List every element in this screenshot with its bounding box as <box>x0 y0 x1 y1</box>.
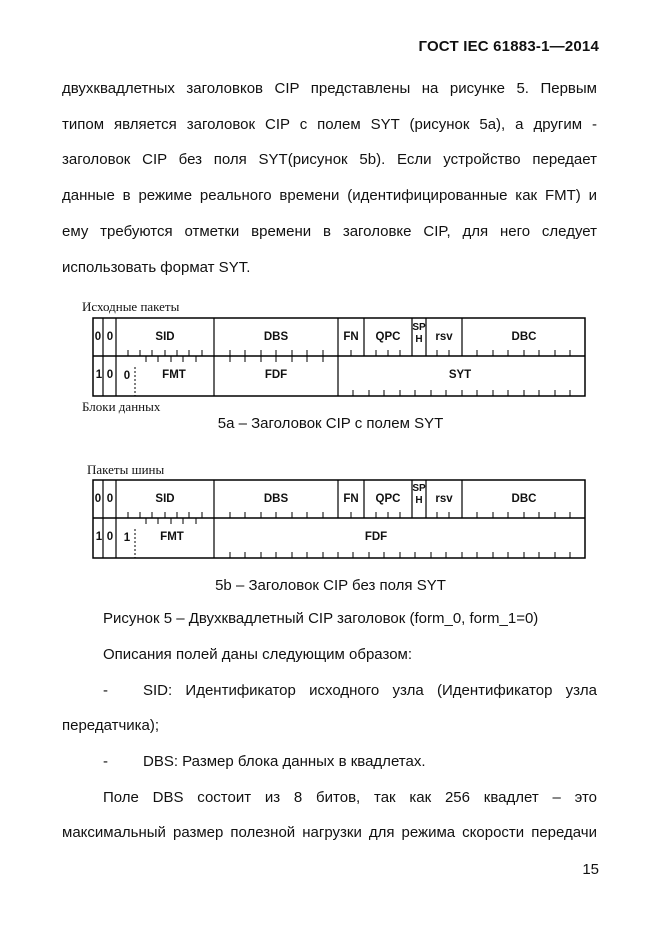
paragraph-line: заголовок CIP без поля SYT(рисунок 5b). Если устройство передает <box>62 151 597 168</box>
field-sph-label-bottom: H <box>415 334 423 345</box>
field-bit-label: 0 <box>106 531 114 543</box>
field-fn-label: FN <box>343 331 359 343</box>
field-qpc-label: QPC <box>375 493 401 505</box>
field-bit-label: 0 <box>106 493 114 505</box>
list-item-dash: - <box>103 753 108 770</box>
figure-b-top-label: Пакеты шины <box>87 462 165 477</box>
field-sph-label-top: SP <box>412 483 426 494</box>
paragraph-line: типом является заголовок CIP с полем SYT (рисунок 5а), а другим - <box>62 116 597 133</box>
field-fmt-label: FMT <box>160 531 184 543</box>
field-fmt-label: FMT <box>162 369 186 381</box>
document-code-header: ГОСТ IEC 61883-1—2014 <box>418 38 599 55</box>
field-sid-label: SID <box>155 493 175 505</box>
field-sph-label-bottom: H <box>415 495 423 506</box>
paragraph-line: двухквадлетных заголовков CIP представлены на рисунке 5. Первым <box>62 80 597 97</box>
figure-a-bottom-label: Блоки данных <box>82 399 161 414</box>
figure-a-diagram <box>92 317 586 399</box>
field-bit-label: 1 <box>95 531 103 543</box>
list-item-dash: - <box>103 682 108 699</box>
page-number: 15 <box>582 861 599 878</box>
field-bit-label: 1 <box>95 369 103 381</box>
field-bit-label: 0 <box>123 370 131 382</box>
field-fdf-label: FDF <box>264 369 288 381</box>
field-bit-label: 0 <box>94 493 102 505</box>
field-dbc-label: DBC <box>511 331 537 343</box>
field-bit-label: 0 <box>94 331 102 343</box>
field-rsv-label: rsv <box>435 493 453 505</box>
paragraph-line: данные в режиме реального времени (идентифицированные как FMT) и <box>62 187 597 204</box>
figure-b-caption: 5b – Заголовок CIP без поля SYT <box>215 577 446 594</box>
figure-caption: Рисунок 5 – Двухквадлетный CIP заголовок (form_0, form_1=0) <box>103 610 539 627</box>
field-dbs-label: DBS <box>263 493 289 505</box>
figure-b-diagram <box>92 479 586 561</box>
paragraph-line: максимальный размер полезной нагрузки для режима скорости передачи <box>62 824 597 841</box>
field-rsv-label: rsv <box>435 331 453 343</box>
fields-intro: Описания полей даны следующим образом: <box>103 646 413 663</box>
field-sid-label: SID <box>155 331 175 343</box>
paragraph-line: ему требуются отметки времени в заголовке CIP, для него следует <box>62 223 597 240</box>
field-qpc-label: QPC <box>375 331 401 343</box>
list-item-continuation: передатчика); <box>62 717 160 734</box>
field-bit-label: 1 <box>123 532 131 544</box>
field-sph-label-top: SP <box>412 322 426 333</box>
field-fdf-label: FDF <box>364 531 388 543</box>
field-fn-label: FN <box>343 493 359 505</box>
list-item-text: SID: Идентификатор исходного узла (Идентификатор узла <box>143 682 597 699</box>
field-syt-label: SYT <box>448 369 472 381</box>
field-dbs-label: DBS <box>263 331 289 343</box>
paragraph-line: Поле DBS состоит из 8 битов, так как 256 квадлет – это <box>103 789 597 806</box>
figure-a-top-label: Исходные пакеты <box>82 299 180 314</box>
field-bit-label: 0 <box>106 369 114 381</box>
list-item-text: DBS: Размер блока данных в квадлетах. <box>143 753 426 770</box>
field-bit-label: 0 <box>106 331 114 343</box>
field-dbc-label: DBC <box>511 493 537 505</box>
paragraph-line: использовать формат SYT. <box>62 259 251 276</box>
figure-a-caption: 5a – Заголовок CIP с полем SYT <box>217 415 444 432</box>
